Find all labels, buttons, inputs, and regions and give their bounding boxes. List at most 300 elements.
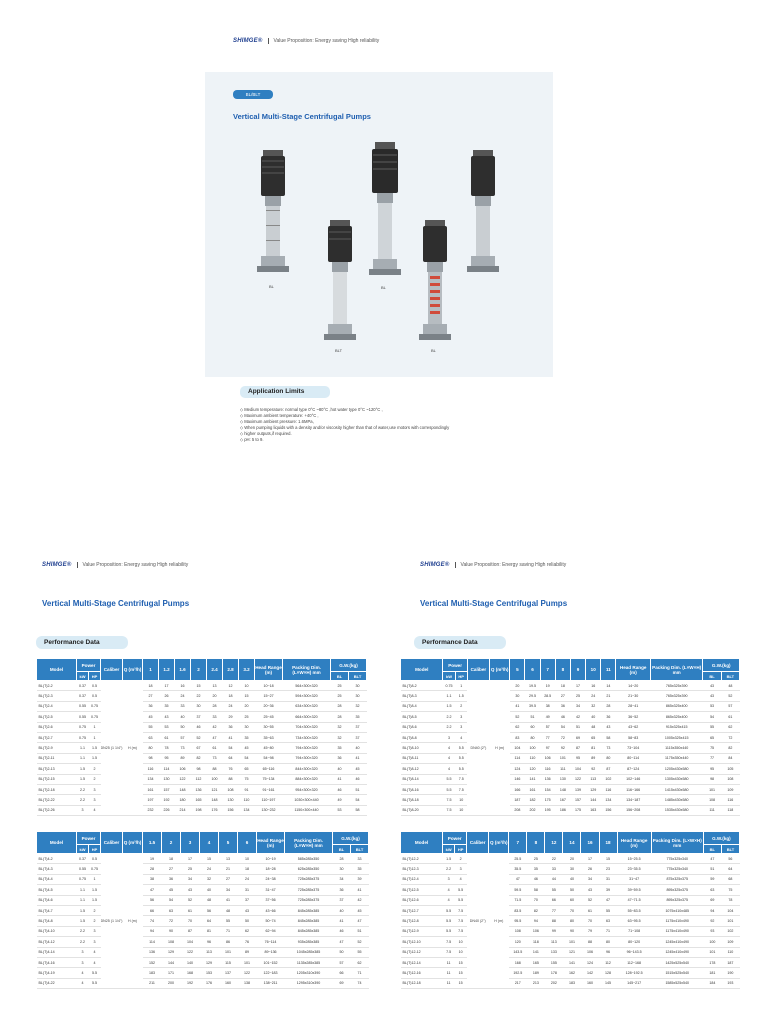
table-cell: 51	[349, 784, 367, 794]
table-cell: 59	[703, 874, 721, 884]
table-cell: 112	[599, 957, 617, 967]
model-cell: BL(T)8-12	[401, 764, 443, 774]
table-cell: 35	[331, 743, 349, 753]
table-cell: 15	[599, 854, 617, 864]
table-cell: 34	[181, 874, 200, 884]
table-cell: 10	[455, 805, 467, 815]
table-cell: 80	[599, 937, 617, 947]
table-cell: 104	[721, 905, 739, 915]
table-cell: 7.5	[455, 905, 467, 915]
table-cell: 114	[159, 764, 175, 774]
table-cell: 0.75	[89, 701, 101, 711]
table-cell: 37	[349, 722, 367, 732]
table-cell: 43	[703, 681, 721, 691]
table-row	[37, 905, 369, 915]
header-flow: 1.5	[143, 832, 162, 854]
table-cell: 43	[181, 885, 200, 895]
model-cell: BL(T)2-3	[37, 691, 77, 701]
table-cell: 75	[721, 885, 739, 895]
table-cell: 70	[527, 895, 545, 905]
table-row	[401, 947, 740, 957]
model-cell: BL(T)2-22	[37, 795, 77, 805]
table-cell: 63	[703, 885, 721, 895]
table-cell: 5.5	[455, 743, 467, 753]
table-cell: 1.5	[455, 691, 467, 701]
table-cell: 57	[175, 732, 191, 742]
table-cell: 1.5	[89, 895, 101, 905]
table-cell: 53	[159, 722, 175, 732]
table-cell: 102	[601, 774, 616, 784]
model-cell: BL(T)12-6	[401, 895, 443, 905]
table-row	[401, 968, 740, 978]
table-cell: 122	[238, 968, 257, 978]
table-row	[401, 854, 740, 864]
header-bl: BL	[703, 672, 721, 681]
table-row	[37, 743, 367, 753]
table-cell: 98	[143, 753, 159, 763]
table-cell: 73	[207, 753, 223, 763]
table-cell: 17	[181, 854, 200, 864]
table-cell: 28.5	[540, 691, 555, 701]
table-row	[37, 957, 369, 967]
table-cell: 0.75	[443, 681, 455, 691]
table-cell: 94	[143, 926, 162, 936]
table-cell: 36~52	[616, 712, 650, 722]
header-flow: 8	[555, 659, 570, 681]
table-cell: 183	[563, 978, 581, 988]
model-cell: BL(T)12-4	[401, 874, 443, 884]
header-hp: HP	[89, 672, 101, 681]
header-flow: 3	[181, 832, 200, 854]
table-cell: 108	[703, 795, 721, 805]
table-cell: 1.5	[89, 885, 101, 895]
table-cell: 30	[239, 722, 255, 732]
table-cell: 5.5	[443, 905, 455, 915]
header-q: Q (m³/h)	[489, 832, 509, 854]
table-cell: 0.75	[89, 864, 101, 874]
table-cell: 3	[89, 926, 101, 936]
table-cell: 1.5	[77, 905, 89, 915]
table-cell: 0.37	[77, 854, 89, 864]
table-cell: 35	[159, 701, 175, 711]
header-packing-dim: Packing Dim. (L×W×H) mm	[285, 832, 333, 854]
table-cell: 4	[443, 885, 455, 895]
header-flow: 6	[238, 832, 257, 854]
table-cell: 110	[239, 795, 255, 805]
table-cell: 165	[527, 957, 545, 967]
table-cell: 41	[351, 885, 369, 895]
table-cell: 20	[510, 681, 525, 691]
header-flow: 7	[509, 832, 527, 854]
pump-label: BL	[269, 284, 274, 289]
model-cell: BL(T)4-4	[37, 874, 77, 884]
table-cell: 594×300×320	[283, 691, 331, 701]
table-cell: 11	[443, 957, 455, 967]
table-cell: 187	[721, 957, 739, 967]
table-cell: 124	[581, 957, 599, 967]
table-cell: 101	[703, 784, 721, 794]
table-cell: 1175x410x490	[651, 926, 703, 936]
table-cell: 1	[455, 681, 467, 691]
table-cell: 160	[219, 978, 238, 988]
table-cell: 18	[143, 681, 159, 691]
shimge-logo: SHIMGE®	[420, 562, 450, 568]
table-cell: 92	[555, 743, 570, 753]
table-cell: 1245x410x490	[651, 937, 703, 947]
table-cell: 55~83.5	[617, 905, 651, 915]
table-cell: 7.5	[455, 926, 467, 936]
table-cell: 192	[159, 795, 175, 805]
table-cell: 111	[703, 805, 721, 815]
table-cell: 52	[721, 691, 739, 701]
table-cell: 1.1	[77, 895, 89, 905]
model-cell: BL(T)8-18	[401, 795, 443, 805]
table-cell: 794×300×320	[283, 743, 331, 753]
h-unit-cell: H (m)	[123, 681, 143, 816]
table-cell: 7.5	[455, 784, 467, 794]
table-cell: 35	[351, 864, 369, 874]
table-cell: 1.5	[77, 764, 89, 774]
table-row	[37, 722, 367, 732]
model-cell: BL(T)12-14	[401, 957, 443, 967]
table-cell: 16	[175, 681, 191, 691]
table-cell: 55	[599, 905, 617, 915]
model-cell: BL(T)4-8	[37, 916, 77, 926]
table-cell: 134	[143, 774, 159, 784]
table-cell: 35.5	[509, 864, 527, 874]
table-cell: 1295x310x390	[285, 978, 333, 988]
model-cell: BL(T)8-16	[401, 784, 443, 794]
table-cell: 58~83	[616, 732, 650, 742]
table-cell: 145~217	[617, 978, 651, 988]
header-flow: 1	[143, 659, 159, 681]
table-cell: 55	[703, 722, 721, 732]
brand-header-left	[42, 562, 188, 568]
table-cell: 57	[333, 957, 351, 967]
table-cell: 585x285x350	[285, 854, 333, 864]
table-cell: 71	[351, 968, 369, 978]
table-cell: 37~56	[257, 895, 285, 905]
table-cell: 156~208	[616, 805, 650, 815]
table-cell: 634×300×320	[283, 701, 331, 711]
model-cell: BL(T)4-7	[37, 905, 77, 915]
model-cell: BL(T)2-11	[37, 753, 77, 763]
header-gw: G.W.(kg)	[333, 832, 369, 845]
table-cell: 154	[540, 784, 555, 794]
table-cell: 45	[143, 712, 159, 722]
table-cell: 50~74	[257, 916, 285, 926]
header-packing-dim: Packing Dim. (L×W×H) mm	[651, 832, 703, 854]
table-cell: 44	[545, 874, 563, 884]
table-cell: 197	[143, 795, 159, 805]
list-item: ◇ pH: 5 to 9.	[240, 437, 540, 443]
performance-data-title-left: Performance Data	[36, 636, 128, 649]
header-flow: 2	[191, 659, 207, 681]
table-cell: 1135x285x385	[285, 957, 333, 967]
table-cell: 226	[159, 805, 175, 815]
table-cell: 124	[510, 764, 525, 774]
table-cell: 181	[703, 968, 721, 978]
h-unit-cell: H (m)	[489, 854, 509, 989]
model-cell: BL(T)2-6	[37, 722, 77, 732]
table-cell: 1.5	[77, 916, 89, 926]
table-cell: 61	[581, 905, 599, 915]
table-cell: 15	[239, 691, 255, 701]
table-cell: 80	[525, 732, 540, 742]
table-cell: 78	[721, 895, 739, 905]
table-cell: 775x325x340	[651, 864, 703, 874]
table-cell: 1	[89, 722, 101, 732]
table-cell: 22	[191, 691, 207, 701]
table-cell: 82	[721, 743, 739, 753]
table-cell: 1425x525x540	[651, 957, 703, 967]
table-cell: 77	[703, 753, 721, 763]
table-cell: 88	[545, 916, 563, 926]
table-row	[37, 926, 369, 936]
table-cell: 12	[223, 681, 239, 691]
table-cell: 94	[527, 916, 545, 926]
table-cell: 168	[509, 957, 527, 967]
table-cell: 166	[510, 784, 525, 794]
table-cell: 30~55	[255, 722, 283, 732]
header-caliber: Caliber	[467, 832, 489, 854]
table-cell: 36	[162, 874, 181, 884]
table-cell: 2.2	[443, 722, 455, 732]
table-cell: 63	[162, 905, 181, 915]
table-cell: 10	[239, 681, 255, 691]
table-cell: 70	[581, 916, 599, 926]
table-cell: 148	[175, 784, 191, 794]
pump-image-bl-2	[365, 142, 405, 282]
table-cell: 54	[162, 895, 181, 905]
table-cell: 141	[525, 774, 540, 784]
table-cell: 61	[159, 732, 175, 742]
table-row	[401, 795, 740, 805]
table-cell: 175	[540, 795, 555, 805]
header-flow: 2	[162, 832, 181, 854]
table-cell: 49	[540, 712, 555, 722]
table-cell: 33	[207, 712, 223, 722]
table-cell: 1.1	[443, 691, 455, 701]
model-cell: BL(T)2-5	[37, 712, 77, 722]
table-cell: 87	[181, 926, 200, 936]
model-cell: BL(T)4-19	[37, 968, 77, 978]
model-cell: BL(T)8-2	[401, 681, 443, 691]
table-cell: 3	[77, 957, 89, 967]
table-cell: 1.5	[89, 753, 101, 763]
table-cell: 64	[200, 916, 219, 926]
table-cell: 20~36	[255, 701, 283, 711]
header-head-range: Head Range (m)	[616, 659, 650, 681]
table-cell: 54	[703, 712, 721, 722]
table-cell: 28	[143, 864, 162, 874]
table-cell: 92	[703, 916, 721, 926]
table-cell: 3	[455, 864, 467, 874]
table-cell: 3	[443, 732, 455, 742]
table-cell: 47	[599, 895, 617, 905]
table-row	[37, 764, 367, 774]
table-row	[401, 957, 740, 967]
model-cell: BL(T)4-5	[37, 885, 77, 895]
table-cell: 110~197	[255, 795, 283, 805]
table-cell: 64	[721, 864, 739, 874]
page-title-right: Vertical Multi-Stage Centrifugal Pumps	[420, 599, 568, 608]
caliber-cell: DN25 (1 1/4")	[101, 854, 123, 989]
table-cell: 187	[510, 795, 525, 805]
header-flow: 1.6	[175, 659, 191, 681]
table-cell: 41	[223, 732, 239, 742]
table-cell: 15	[455, 978, 467, 988]
table-cell: 113	[200, 947, 219, 957]
table-cell: 63	[143, 732, 159, 742]
table-cell: 136	[540, 774, 555, 784]
table-cell: 31	[238, 885, 257, 895]
table-cell: 87	[601, 764, 616, 774]
table-cell: 36	[223, 722, 239, 732]
table-cell: 47~71.5	[617, 895, 651, 905]
table-row	[37, 753, 367, 763]
table-cell: 129	[200, 957, 219, 967]
table-cell: 46	[555, 712, 570, 722]
header-caliber: Caliber	[467, 659, 489, 681]
model-cell: BL(T)8-3	[401, 691, 443, 701]
divider	[77, 562, 78, 568]
table-cell: 74	[143, 916, 162, 926]
performance-data-title-right: Performance Data	[414, 636, 506, 649]
table-cell: 25	[331, 691, 349, 701]
table-cell: 111	[555, 764, 570, 774]
table-cell: 30	[191, 701, 207, 711]
table-cell: 91	[239, 784, 255, 794]
table-cell: 148	[555, 784, 570, 794]
table-cell: 48	[219, 905, 238, 915]
table-cell: 193	[721, 978, 739, 988]
table-cell: 38	[143, 874, 162, 884]
table-cell: 30	[349, 681, 367, 691]
table-cell: 116	[540, 764, 555, 774]
table-cell: 4	[443, 743, 455, 753]
table-cell: 14~20	[616, 681, 650, 691]
model-cell: BL(T)4-2	[37, 854, 77, 864]
table-row	[401, 784, 740, 794]
table-cell: 1485x430x580	[650, 795, 703, 805]
hero-title: Vertical Multi-Stage Centrifugal Pumps	[233, 112, 371, 121]
model-cell: BL(T)12-10	[401, 937, 443, 947]
table-cell: 704×300×320	[283, 722, 331, 732]
table-cell: 865x325x400	[650, 701, 703, 711]
table-cell: 845x285x385	[285, 905, 333, 915]
table-cell: 73~104	[616, 743, 650, 753]
table-cell: 184	[703, 978, 721, 988]
table-cell: 134~187	[616, 795, 650, 805]
table-cell: 31	[599, 874, 617, 884]
table-cell: 101	[238, 957, 257, 967]
table-cell: 37	[349, 732, 367, 742]
pump-label: BL	[431, 348, 436, 353]
table-cell: 46	[333, 926, 351, 936]
table-cell: 66	[143, 905, 162, 915]
header-flow: 11	[601, 659, 616, 681]
table-row	[37, 795, 367, 805]
table-cell: 2.2	[443, 864, 455, 874]
table-cell: 50	[238, 916, 257, 926]
table-cell: 66	[333, 968, 351, 978]
table-cell: 106	[581, 947, 599, 957]
table-cell: 65	[703, 732, 721, 742]
table-row	[37, 712, 367, 722]
table-cell: 25	[527, 854, 545, 864]
list-item: ◇ When pumping liquids with a density and/or viscosity higher than that of water,use motors with correspondingly	[240, 425, 540, 431]
table-cell: 15	[455, 957, 467, 967]
table-cell: 200	[162, 978, 181, 988]
model-cell: BL(T)4-16	[37, 957, 77, 967]
table-cell: 80	[601, 753, 616, 763]
table-cell: 25.5	[509, 854, 527, 864]
table-cell: 95	[570, 753, 585, 763]
table-row	[401, 885, 740, 895]
model-cell: BL(T)8-11	[401, 753, 443, 763]
header-caliber: Caliber	[101, 832, 123, 854]
table-cell: 104	[510, 743, 525, 753]
table-cell: 35	[349, 712, 367, 722]
table-cell: 51	[570, 722, 585, 732]
table-cell: 564×300×320	[283, 681, 331, 691]
table-cell: 96	[200, 937, 219, 947]
header-hp: HP	[455, 845, 467, 854]
table-cell: 24	[175, 691, 191, 701]
table-cell: 178	[703, 957, 721, 967]
table-cell: 5.5	[455, 753, 467, 763]
table-cell: 114	[510, 753, 525, 763]
table-cell: 24	[200, 864, 219, 874]
table-cell: 82	[191, 753, 207, 763]
header-flow: 1.2	[159, 659, 175, 681]
table-cell: 7.5	[443, 947, 455, 957]
table-cell: 36	[555, 701, 570, 711]
table-cell: 19.5	[525, 681, 540, 691]
table-cell: 935x285x385	[285, 937, 333, 947]
table-cell: 1075x410x485	[651, 905, 703, 915]
table-cell: 20	[207, 691, 223, 701]
table-cell: 70	[181, 916, 200, 926]
table-cell: 895x325x375	[651, 895, 703, 905]
table-cell: 41	[333, 916, 351, 926]
table-row	[401, 701, 740, 711]
table-cell: 25	[239, 712, 255, 722]
table-cell: 100	[703, 937, 721, 947]
table-cell: 128~192.5	[617, 968, 651, 978]
table-cell: 63~95.5	[617, 916, 651, 926]
table-cell: 95.5	[509, 916, 527, 926]
table-cell: 5.5	[443, 926, 455, 936]
table-cell: 171	[162, 968, 181, 978]
table-cell: 43	[581, 885, 599, 895]
table-cell: 157	[159, 784, 175, 794]
table-cell: 4	[443, 895, 455, 905]
table-cell: 73	[175, 743, 191, 753]
table-cell: 71	[219, 926, 238, 936]
table-row	[401, 874, 740, 884]
application-limits-title: Application Limits	[240, 386, 330, 398]
series-tag: BL/BLT	[233, 90, 273, 99]
table-cell: 99	[545, 926, 563, 936]
table-cell: 130	[223, 795, 239, 805]
list-item: ◇ Maximum ambient temperature: +40°C ,	[240, 413, 540, 419]
table-cell: 145	[599, 978, 617, 988]
table-cell: 1245x410x490	[651, 947, 703, 957]
table-cell: 142	[581, 968, 599, 978]
table-cell: 56	[143, 895, 162, 905]
